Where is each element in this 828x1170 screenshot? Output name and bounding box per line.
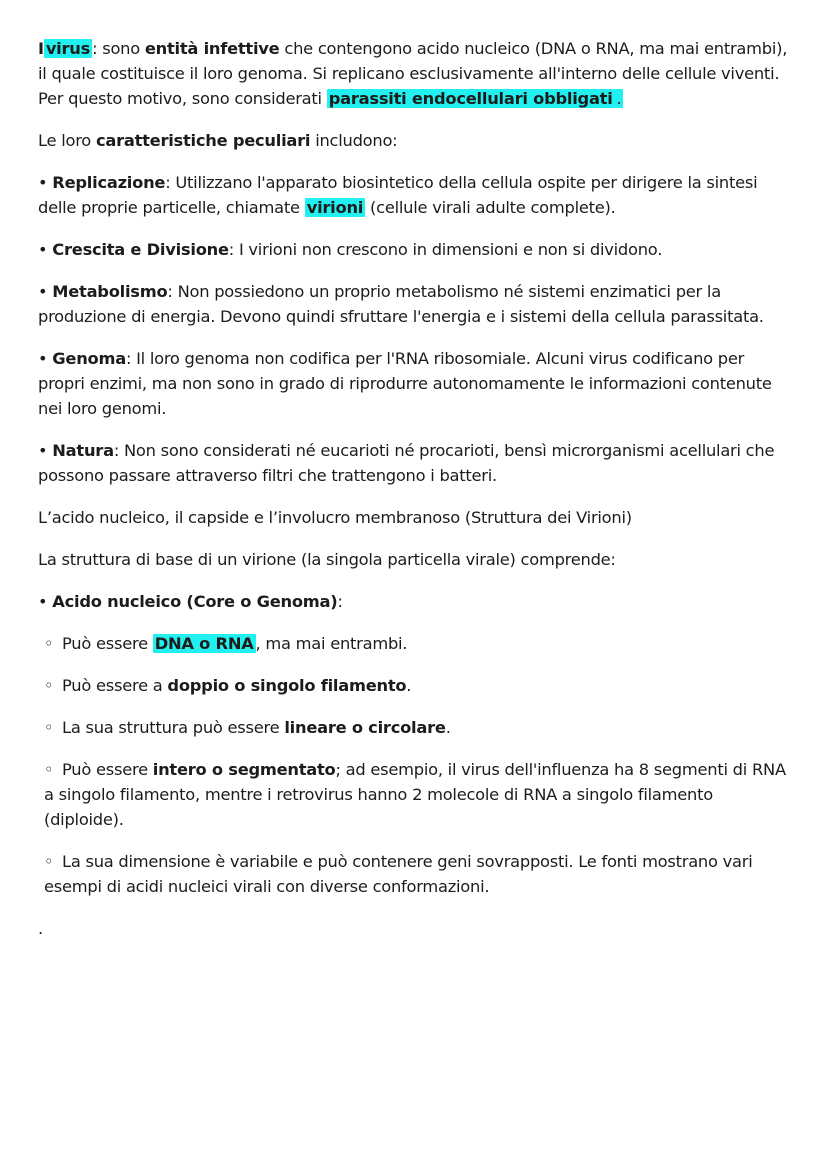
item-genoma: [38, 346, 788, 421]
item-text: : Il loro genoma non codifica per l'RNA ribosomiale. Alcuni virus codificano per propri enzimi, ma non sono in grado di riprodurre autonomamente le informazioni contenute nei loro genomi.: [38, 349, 772, 418]
circle-bullet: ◦: [44, 676, 54, 695]
subitem-text: La sua struttura può essere: [62, 718, 285, 737]
char-text-a: Le loro: [38, 131, 96, 150]
subitem-filamento: [38, 673, 788, 698]
circle-bullet: ◦: [44, 718, 54, 737]
section-heading: [38, 505, 788, 530]
item-text: : I virioni non crescono in dimensioni e non si dividono.: [228, 240, 663, 259]
item-title: Replicazione: [52, 173, 166, 192]
subitem-bold: doppio o singolo filamento: [167, 676, 407, 695]
subitem-text: .: [406, 676, 412, 695]
bullet: •: [38, 349, 48, 368]
subitem-text: Può essere: [62, 634, 153, 653]
item-text: :: [337, 592, 343, 611]
subitem-text: Può essere: [62, 760, 153, 779]
highlight-virioni: virioni: [306, 198, 364, 217]
item-acido-nucleico: [38, 589, 788, 614]
highlight-parassiti: parassiti endocellulari obbligati: [328, 89, 613, 108]
item-title: Crescita e Divisione: [52, 240, 229, 259]
intro-end: .: [616, 89, 622, 108]
subitem-dimensione: [38, 849, 788, 899]
item-text: : Non possiedono un proprio metabolismo né sistemi enzimatici per la produzione di energia. Devono quindi sfruttare l'energia e i sistemi della cellula parassitata.: [38, 282, 764, 326]
subitem-text: ; ad esempio, il virus dell'influenza ha 8 segmenti di RNA a singolo filamento, mentre i retrovirus hanno 2 molecole di RNA a singolo filamento (diploide).: [44, 760, 786, 829]
bold-entita-infettive: entità infettive: [144, 39, 280, 58]
dot-text: .: [38, 919, 43, 938]
intro-text-b: che contengono acido nucleico (DNA o RNA, ma mai entrambi), il quale costituisce il loro genoma. Si replicano esclusivamente all'interno delle cellule viventi. Per questo motivo, sono considerati: [38, 39, 788, 108]
circle-bullet: ◦: [44, 634, 54, 653]
subitem-text: La sua dimensione è variabile e può contenere geni sovrapposti. Le fonti mostrano vari esempi di acidi nucleici virali con diverse conformazioni.: [44, 852, 753, 896]
subitem-text: .: [445, 718, 451, 737]
highlight-virus: virus: [45, 39, 91, 58]
item-text: (cellule virali adulte complete).: [365, 198, 616, 217]
item-text: : Utilizzano l'apparato biosintetico della cellula ospite per dirigere la sintesi delle proprie particelle, chiamate: [38, 173, 758, 217]
subitem-text: Può essere a: [62, 676, 168, 695]
item-metabolismo: [38, 279, 788, 329]
intro-paragraph: [38, 36, 788, 111]
structure-intro-text: La struttura di base di un virione (la singola particella virale) comprende:: [38, 550, 616, 569]
item-natura: [38, 438, 788, 488]
bullet: •: [38, 173, 48, 192]
item-title: Acido nucleico (Core o Genoma): [52, 592, 338, 611]
subitem-segmentato: [38, 757, 788, 832]
circle-bullet: ◦: [44, 760, 54, 779]
characteristics-intro: [38, 128, 788, 153]
item-replicazione: [38, 170, 788, 220]
highlight-dna-rna: DNA o RNA: [154, 634, 254, 653]
subitem-bold: lineare o circolare: [284, 718, 446, 737]
item-title: Natura: [52, 441, 114, 460]
subitem-text: , ma mai entrambi.: [255, 634, 408, 653]
subitem-struttura: [38, 715, 788, 740]
item-crescita: [38, 237, 788, 262]
intro-article: I: [38, 39, 44, 58]
subitem-bold: intero o segmentato: [152, 760, 336, 779]
intro-text-a: : sono: [92, 39, 145, 58]
bold-caratteristiche: caratteristiche peculiari: [95, 131, 311, 150]
bullet: •: [38, 441, 48, 460]
section-heading-text: L’acido nucleico, il capside e l’involucro membranoso (Struttura dei Virioni): [38, 508, 632, 527]
bullet: •: [38, 592, 48, 611]
subitem-dna-rna: [38, 631, 788, 656]
structure-intro: [38, 547, 788, 572]
trailing-dot: [38, 916, 788, 941]
item-title: Genoma: [52, 349, 126, 368]
char-text-b: includono:: [310, 131, 398, 150]
circle-bullet: ◦: [44, 852, 54, 871]
bullet: •: [38, 282, 48, 301]
item-text: : Non sono considerati né eucarioti né procarioti, bensì microrganismi acellulari che possono passare attraverso filtri che trattengono i batteri.: [38, 441, 775, 485]
bullet: •: [38, 240, 48, 259]
item-title: Metabolismo: [52, 282, 168, 301]
